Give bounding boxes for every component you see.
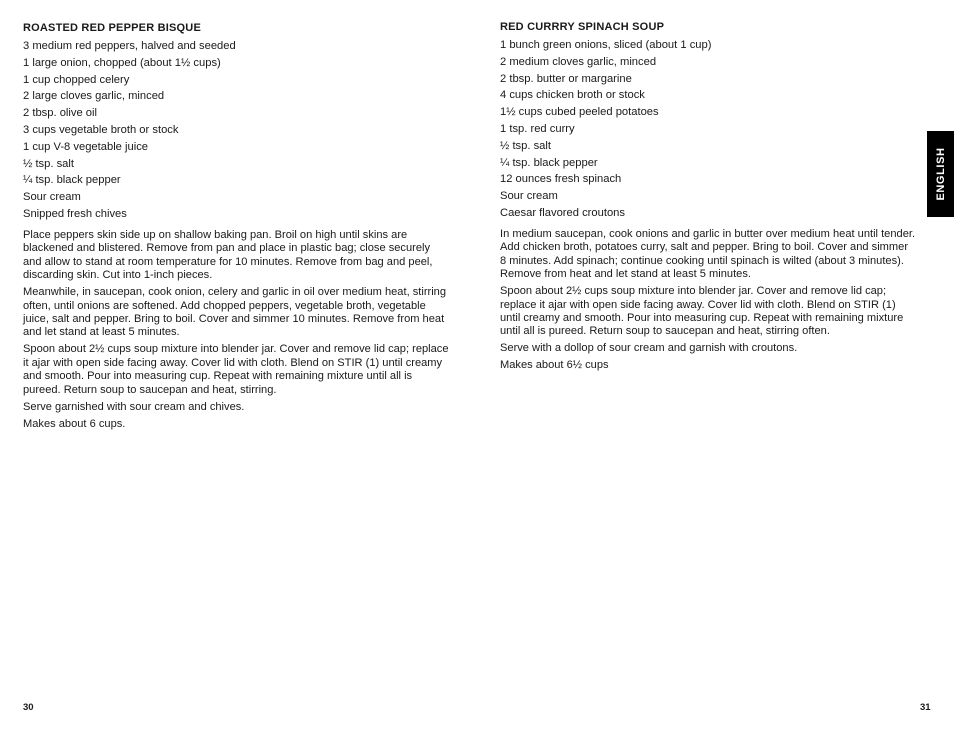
right-page xyxy=(500,0,931,738)
ingredient-item: 4 cups chicken broth or stock xyxy=(500,89,645,102)
ingredient-item: ¼ tsp. black pepper xyxy=(500,156,598,169)
instruction-paragraph: Serve with a dollop of sour cream and garnish with croutons. xyxy=(500,342,798,355)
ingredient-list xyxy=(500,38,711,223)
ingredient-item: 3 medium red peppers, halved and seeded xyxy=(23,40,236,52)
left-page xyxy=(23,0,453,738)
ingredient-list xyxy=(23,39,236,224)
ingredient-item: 1 cup V-8 vegetable juice xyxy=(23,140,149,153)
page-number: 30 xyxy=(23,702,34,713)
page-number: 31 xyxy=(920,702,931,713)
yield-text: Makes about 6½ cups xyxy=(500,359,609,372)
ingredient-item: Sour cream xyxy=(23,191,81,204)
recipe-title: ROASTED RED PEPPER BISQUE xyxy=(23,22,201,34)
language-tab xyxy=(927,131,954,217)
ingredient-item: Snipped fresh chives xyxy=(23,207,127,220)
ingredient-item: ¼ tsp. black pepper xyxy=(23,174,121,187)
ingredient-item: 1 large onion, chopped (about 1½ cups) xyxy=(23,56,221,69)
instruction-paragraph: Spoon about 2½ cups soup mixture into blender jar. Cover and remove lid cap; replace it ajar with open side facing away. Cover lid with cloth. Blend on STIR (1) until creamy and smooth. Pour into measuring cup. Repeat with remaining mixture until all is pureed. Return soup to saucepan and heat, stirring often. xyxy=(500,285,904,338)
ingredient-item: Caesar flavored croutons xyxy=(500,206,625,219)
language-tab-label: ENGLISH xyxy=(934,147,947,201)
instruction-paragraph: Spoon about 2½ cups soup mixture into blender jar. Cover and remove lid cap; replace it ajar with open side facing away. Cover lid with cloth. Blend on STIR (1) until creamy and smooth. Pour into measuring cup. Repeat with remaining mixture until all is pureed. Return soup to saucepan and heat, stirring. xyxy=(23,343,449,396)
ingredient-item: 12 ounces fresh spinach xyxy=(500,173,622,186)
ingredient-item: 2 medium cloves garlic, minced xyxy=(500,55,657,68)
instruction-paragraph: Serve garnished with sour cream and chives. xyxy=(23,400,245,413)
instruction-paragraph: In medium saucepan, cook onions and garlic in butter over medium heat until tender. Add chicken broth, potatoes curry, salt and pepper. Bring to boil. Cover and simmer 8 minutes. Add spinach; continue cooking until spinach is wilted (about 3 minutes). Remove from heat and let stand at least 5 minutes. xyxy=(500,228,916,281)
yield-text: Makes about 6 cups. xyxy=(23,417,126,430)
ingredient-item: 1 tsp. red curry xyxy=(500,122,575,135)
ingredient-item: ½ tsp. salt xyxy=(500,139,551,152)
instructions xyxy=(23,229,451,435)
ingredient-item: 1 bunch green onions, sliced (about 1 cup) xyxy=(500,39,712,51)
ingredient-item: 1 cup chopped celery xyxy=(23,73,130,86)
ingredient-item: 2 tbsp. butter or margarine xyxy=(500,72,632,85)
ingredient-item: 3 cups vegetable broth or stock xyxy=(23,123,179,136)
recipe-title: RED CURRRY SPINACH SOUP xyxy=(500,21,665,33)
ingredient-item: 1½ cups cubed peeled potatoes xyxy=(500,106,659,119)
ingredient-item: ½ tsp. salt xyxy=(23,157,74,170)
ingredient-item: 2 large cloves garlic, minced xyxy=(23,90,165,103)
ingredient-item: 2 tbsp. olive oil xyxy=(23,107,98,120)
instruction-paragraph: Place peppers skin side up on shallow baking pan. Broil on high until skins are blackened and blistered. Remove from pan and place in plastic bag; close securely and allow to stand at room temperature for 10 minutes. Remove from bag and peel, discarding skin. Cut into 1-inch pieces. xyxy=(23,229,433,282)
instructions xyxy=(500,228,916,376)
ingredient-item: Sour cream xyxy=(500,190,558,203)
instruction-paragraph: Meanwhile, in saucepan, cook onion, celery and garlic in oil over medium heat, stirring often, until onions are softened. Add chopped peppers, vegetable broth, vegetable juice, salt and pepper. Bring to boil. Cover and simmer 10 minutes. Remove from heat and let stand at least 5 minutes. xyxy=(23,286,447,339)
